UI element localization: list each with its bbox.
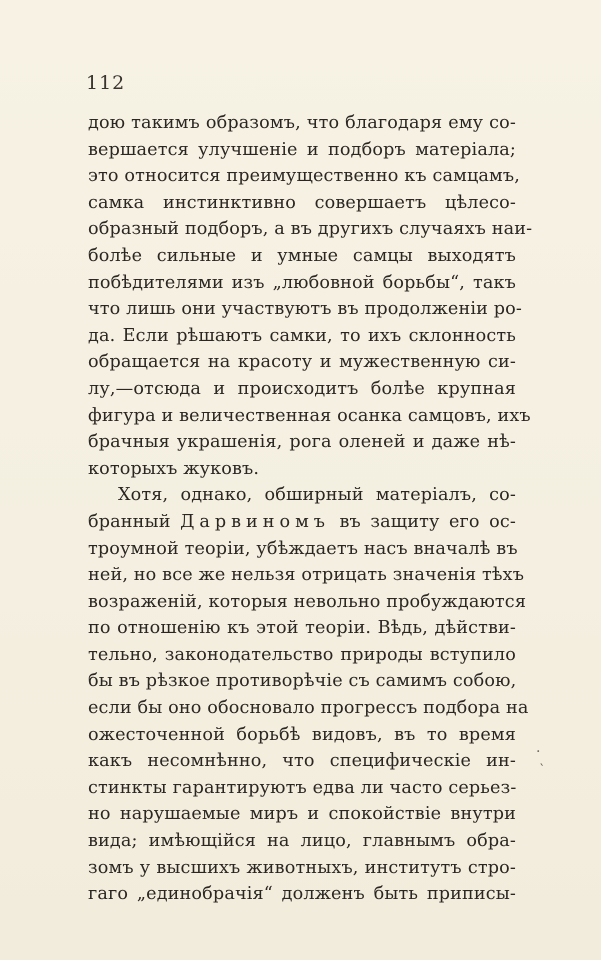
text-line: дою такимъ образомъ, что благодаря ему со-: [88, 113, 516, 133]
text-line: ожесточенной борьбѣ видовъ, въ то время: [88, 724, 516, 745]
text-fragment: въ защиту его ос-: [339, 511, 517, 532]
text-line: что лишь они участвуютъ въ продолженіи ро-: [88, 299, 523, 320]
text-line: вершается улучшеніе и подборъ матеріала;: [88, 139, 516, 160]
text-line: стинкты гарантируютъ едва ли часто серьез-: [88, 777, 517, 798]
text-line: болѣе сильные и умные самцы выходятъ: [88, 245, 516, 266]
margin-mark: .: [536, 740, 541, 756]
text-line: но нарушаемые миръ и спокойствіе внутри: [88, 804, 516, 825]
text-line: Хотя, однако, обширный матеріалъ, со-: [118, 485, 516, 506]
text-line: самка инстинктивно совершаетъ цѣлесо-: [88, 192, 516, 213]
text-line: это относится преимущественно къ самцамъ,: [88, 166, 520, 187]
text-line: троумной теоріи, убѣждаетъ насъ вначалѣ въ: [88, 538, 518, 559]
text-fragment: бранный: [88, 511, 171, 532]
text-line: побѣдителями изъ „любовной борьбы“, такъ: [88, 272, 516, 293]
text-line: тельно, законодательство природы вступило: [88, 644, 516, 665]
text-line: если бы оно обосновало прогрессъ подбора на: [88, 698, 529, 719]
text-line: ней, но все же нельзя отрицать значенія тѣхъ: [88, 565, 525, 586]
text-line: брачныя украшенія, рога оленей и даже нѣ-: [88, 432, 516, 453]
text-line: да. Если рѣшаютъ самки, то ихъ склонность: [88, 325, 516, 346]
text-line: зомъ у высшихъ животныхъ, институтъ стро-: [88, 857, 516, 878]
text-line: какъ несомнѣнно, что специфическіе ин-: [88, 751, 516, 772]
text-line: гаго „единобрачія“ долженъ быть приписы-: [88, 884, 516, 905]
text-line-with-name: [88, 509, 516, 536]
text-line: которыхъ жуковъ.: [88, 458, 260, 479]
author-name: Дарвиномъ: [180, 511, 330, 532]
body-text: [88, 110, 533, 908]
text-line: лу,—отсюда и происходитъ болѣе крупная: [88, 378, 516, 399]
text-line: бы въ рѣзкое противорѣчіе съ самимъ собою,: [88, 671, 517, 692]
text-line: фигура и величественная осанка самцовъ, ихъ: [88, 405, 531, 426]
text-line: обращается на красоту и мужественную си-: [88, 352, 516, 373]
text-line: вида; имѣющійся на лицо, главнымъ обра-: [88, 831, 516, 852]
text-line: по отношенію къ этой теоріи. Вѣдь, дѣйстви-: [88, 618, 516, 639]
text-line: образный подборъ, а въ другихъ случаяхъ наи-: [88, 219, 533, 240]
margin-mark: ‵: [540, 762, 544, 778]
page-number: 112: [86, 72, 126, 94]
text-line: возраженій, которыя невольно пробуждаются: [88, 591, 527, 612]
